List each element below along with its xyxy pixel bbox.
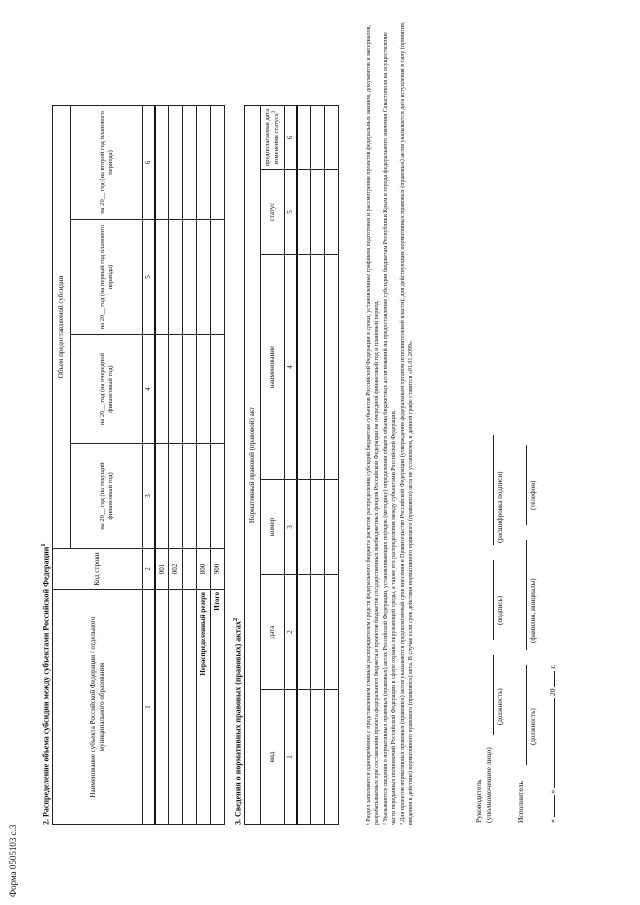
section3-title	[232, 618, 243, 825]
s2-header-name: Наименование субъекта Российской Федерации / отдельного муниципального образования	[53, 590, 143, 825]
s2-col-plan1: на 20__ год (на первый год планового периода)	[71, 219, 143, 334]
head-decoding-caption: (расшифровка подписи)	[496, 471, 504, 543]
s2-col-next: на 20__ год (на очередной финансовый год)	[71, 335, 143, 444]
head-label: Руководитель	[474, 779, 483, 823]
s2-col-current: на 20__ год (на текущий финансовый год)	[71, 444, 143, 549]
s2-cell	[155, 590, 169, 825]
s2-code-cell: 900	[211, 549, 225, 590]
head-position-caption: (должность)	[496, 688, 504, 725]
s3-cell	[325, 690, 339, 825]
s2-cell	[183, 335, 197, 444]
s3-cell	[325, 170, 339, 255]
date-close-quote: »	[548, 789, 557, 794]
s3-cell	[311, 480, 325, 575]
table-row	[325, 106, 339, 825]
s2-cell	[211, 444, 225, 549]
date-year-blank	[554, 671, 555, 687]
footnote-1: ¹ Раздел заполняется одновременно с представлением главным распорядителем средств федерального бюджета расчетов распределения субсидий бюджетам субъектов Российской Федерации в сроки, установленные графиком подготовки и рассмотрения проектов федеральных законов, документов и материалов, разрабатываемых при составлении проекта федерального бюджета и проектов бюджетов государственных внебюджетных фондов Российской Федерации на очередной финансовый год и плановый период.	[366, 25, 380, 825]
table-row	[297, 106, 311, 825]
s3-num-6: 6	[285, 106, 297, 170]
exec-position-line	[526, 665, 527, 765]
s2-cell	[197, 335, 211, 444]
s2-num-1: 1	[143, 590, 155, 825]
table-row	[311, 106, 325, 825]
s2-code-cell	[183, 549, 197, 590]
s3-cell	[311, 690, 325, 825]
footnote-2: ² Указываются сведения о нормативных правовых (правовых) актах Российской Федерации, устанавливающих порядок (методику) определения общего объема бюджетных ассигнований на предоставление субсидии бюджетам Республики Крым и города федерального значения Севастополя на осуществление части переданных полномочий Российской Федерации в сфере охраны окружающей среды, а также его распределения между субъектами Российской Федерации.	[383, 32, 397, 825]
s3-col-status-date-sup: 3	[271, 110, 278, 114]
s2-cell	[197, 444, 211, 549]
s2-col-plan2: на 20__ год (на второй год планового периода)	[71, 106, 143, 220]
s2-cell	[183, 219, 197, 334]
s3-col-title: наименование	[261, 255, 285, 480]
s3-cell	[297, 255, 311, 480]
section2-title-sup: 1	[40, 543, 47, 547]
s3-num-1: 1	[285, 690, 297, 825]
s3-cell	[311, 575, 325, 690]
s2-cell	[211, 219, 225, 334]
table-row	[183, 106, 197, 825]
exec-fio-line	[526, 540, 527, 650]
s2-code-cell: 800	[197, 549, 211, 590]
s2-code-cell: 002	[169, 549, 183, 590]
s2-cell	[169, 335, 183, 444]
s2-header-group: Объем предоставляемой субсидии	[53, 106, 71, 549]
s2-cell	[211, 335, 225, 444]
s3-cell	[297, 480, 311, 575]
s3-cell	[311, 106, 325, 170]
s2-cell	[169, 444, 183, 549]
date-line	[548, 665, 557, 823]
date-year-prefix: 20	[548, 688, 557, 696]
s3-cell	[325, 255, 339, 480]
executor-label: Исполнитель	[516, 781, 525, 823]
s3-num-3: 3	[285, 480, 297, 575]
section2-title	[40, 543, 51, 825]
s3-num-4: 4	[285, 255, 297, 480]
s2-code-cell: 001	[155, 549, 169, 590]
s3-cell	[325, 575, 339, 690]
date-open-quote: «	[548, 819, 557, 823]
s2-num-3: 3	[143, 444, 155, 549]
s3-col-type: вид	[261, 690, 285, 825]
s3-col-date: дата	[261, 575, 285, 690]
date-year-suffix: г.	[548, 664, 557, 669]
table-row-total	[211, 106, 225, 825]
s2-cell	[169, 219, 183, 334]
date-day-blank	[554, 795, 555, 817]
date-month-blank	[554, 698, 555, 788]
s2-cell	[155, 106, 169, 220]
s3-cell	[325, 480, 339, 575]
s3-cell	[297, 575, 311, 690]
s2-cell	[155, 444, 169, 549]
s3-col-number: номер	[261, 480, 285, 575]
footnote-3: ³ Для проектов нормативных правовых (правовых) актов указываются предполагаемый срок внесения в Правительство Российской Федерации (утверждения федеральным органом исполнительной власти); для действующих нормативных правовых (правовых) актов указывается дата вступления в силу (принятия, введения в действие) нормативного правового (правового) акта. В случае если срок действия нормативного правового (правового) акта не установлен, в данной графе ставится «01.01.2099».	[400, 21, 414, 825]
s3-col-status: статус	[261, 170, 285, 255]
table-row-reserve	[197, 106, 211, 825]
table-row	[155, 106, 169, 825]
exec-phone-caption: (телефон)	[529, 480, 537, 510]
s2-num-6: 6	[143, 106, 155, 220]
s2-cell	[183, 444, 197, 549]
s2-cell	[197, 219, 211, 334]
s2-num-2: 2	[143, 549, 155, 590]
s3-col-status-date	[261, 106, 285, 170]
footnotes	[366, 20, 415, 825]
s2-cell	[197, 106, 211, 220]
form-code: Форма 0505103 с.3	[8, 824, 18, 897]
s3-cell	[325, 106, 339, 170]
exec-fio-caption: (фамилия, инициалы)	[529, 578, 537, 643]
s2-cell	[155, 219, 169, 334]
s3-cell	[297, 106, 311, 170]
exec-position-caption: (должность)	[529, 708, 537, 745]
s3-cell	[311, 255, 325, 480]
head-decoding-line	[493, 435, 494, 545]
s2-cell	[183, 590, 197, 825]
section3-title-text: 3. Сведения о нормативных правовых (правовых) актах	[233, 621, 243, 825]
table-row	[169, 106, 183, 825]
s2-header-code: Код строки	[53, 549, 143, 590]
head-sub: (уполномоченное лицо)	[484, 747, 493, 823]
s2-cell	[169, 590, 183, 825]
s2-num-4: 4	[143, 335, 155, 444]
s3-col-status-date-text: предполагаемая дата изменения статуса	[263, 108, 281, 167]
section3-title-sup: 2	[232, 617, 239, 622]
s3-cell	[297, 170, 311, 255]
section3-table	[244, 105, 339, 825]
s2-num-5: 5	[143, 219, 155, 334]
s3-num-2: 2	[285, 575, 297, 690]
s3-header-group: Нормативный правовой (правовой) акт	[245, 106, 261, 825]
section2-table	[52, 105, 225, 825]
s2-cell	[211, 106, 225, 220]
s2-reserve-label: Нераспределенный резерв	[197, 590, 211, 825]
s2-cell	[183, 106, 197, 220]
head-signature-caption: (подпись)	[496, 595, 504, 625]
s2-total-label: Итого	[211, 590, 225, 825]
s3-cell	[311, 170, 325, 255]
section2-title-text: 2. Распределение объема субсидии между субъектами Российской Федерации	[41, 546, 51, 825]
s3-num-5: 5	[285, 170, 297, 255]
head-position-line	[493, 655, 494, 735]
s2-cell	[155, 335, 169, 444]
s3-cell	[297, 690, 311, 825]
exec-phone-line	[526, 445, 527, 525]
s2-cell	[169, 106, 183, 220]
head-signature-line	[493, 560, 494, 640]
